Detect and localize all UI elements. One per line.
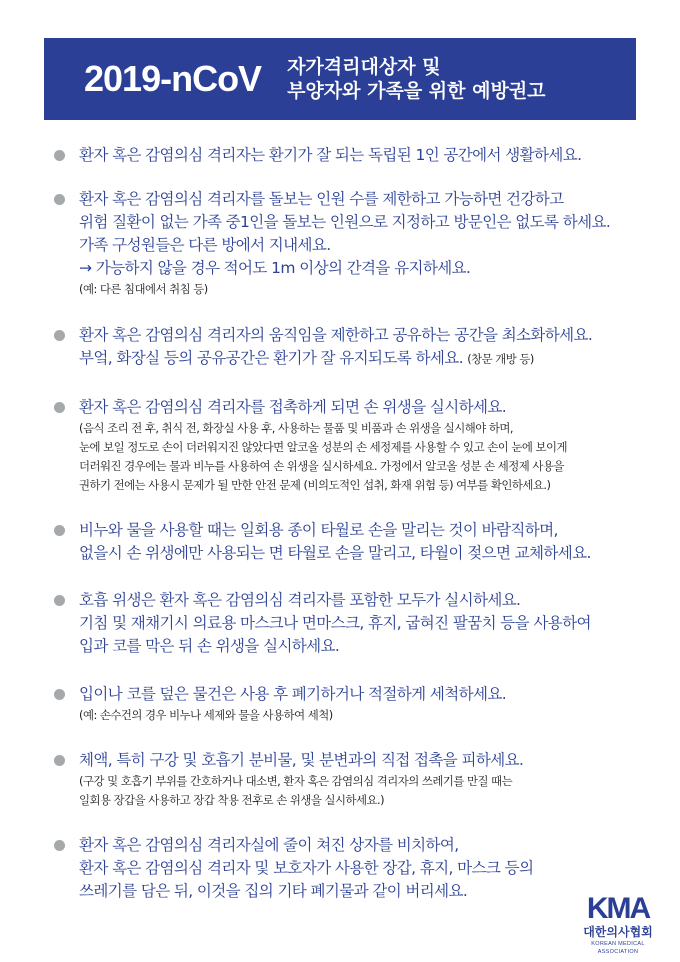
bullet-icon (54, 755, 65, 766)
item-text: 위험 질환이 없는 가족 중1인을 돌보는 인원으로 지정하고 방문인은 없도록 하세요. (79, 213, 611, 231)
list-item (54, 519, 654, 565)
item-text: 쓰레기를 담은 뒤, 이것을 집의 기타 폐기물과 같이 버리세요. (79, 882, 468, 900)
recommendation-list (54, 144, 654, 903)
item-note: (음식 조리 전 후, 취식 전, 화장실 사용 후, 사용하는 물품 및 비품과 손 위생을 실시해야 하며, (79, 421, 513, 435)
kma-name-english: KOREAN MEDICAL ASSOCIATION (591, 941, 645, 955)
title-banner (44, 38, 636, 120)
item-text: 환자 혹은 감염의심 격리자실에 줄이 쳐진 상자를 비치하여, (79, 836, 459, 854)
list-item (54, 144, 654, 167)
disease-code-title: 2019-nCoV (84, 58, 262, 99)
bullet-icon (54, 525, 65, 536)
banner-subtitle (287, 55, 545, 103)
list-item (54, 589, 654, 658)
item-text: 비누와 물을 사용할 때는 일회용 종이 타월로 손을 말리는 것이 바람직하며, (79, 521, 558, 539)
item-text: 없을시 손 위생에만 사용되는 면 타월로 손을 말리고, 타월이 젖으면 교체하세요. (79, 544, 591, 562)
list-item (54, 396, 654, 495)
item-text (79, 347, 654, 371)
item-inline-note: (창문 개방 등) (467, 352, 534, 366)
item-text: 환자 혹은 감염의심 격리자는 환기가 잘 되는 독립된 1인 공간에서 생활하세요. (79, 146, 582, 164)
item-text: 호흡 위생은 환자 혹은 감염의심 격리자를 포함한 모두가 실시하세요. (79, 591, 521, 609)
item-note: 더러워진 경우에는 물과 비누를 사용하여 손 위생을 실시하세요. 가정에서 알코올 성분 손 세정제 사용을 (79, 459, 564, 473)
bullet-icon (54, 689, 65, 700)
item-text: 기침 및 재채기시 의료용 마스크나 면마스크, 휴지, 굽혀진 팔꿈치 등을 사용하여 (79, 614, 591, 632)
item-note: 일회용 장갑을 사용하고 장갑 착용 전후로 손 위생을 실시하세요.) (79, 793, 385, 807)
item-note: 권하기 전에는 사용시 문제가 될 만한 안전 문제 (비의도적인 섭취, 화재 위험 등) 여부를 확인하세요.) (79, 478, 551, 492)
item-text: 입이나 코를 덮은 물건은 사용 후 폐기하거나 적절하게 세척하세요. (79, 685, 507, 703)
list-item (54, 683, 654, 725)
list-item (54, 834, 654, 903)
item-text: 가족 구성원들은 다른 방에서 지내세요. (79, 236, 331, 254)
list-item (54, 749, 654, 810)
kma-name-korean: 대한의사협회 (583, 925, 653, 939)
item-note: (예: 손수건의 경우 비누나 세제와 물을 사용하여 세척) (79, 708, 333, 722)
item-text-part: 부엌, 화장실 등의 공유공간은 환기가 잘 유지되도록 하세요. (79, 349, 463, 367)
bullet-icon (54, 150, 65, 161)
item-note: (구강 및 호흡기 부위를 간호하거나 대소변, 환자 혹은 감염의심 격리자의 쓰레기를 만질 때는 (79, 774, 513, 788)
item-text: 환자 혹은 감염의심 격리자를 돌보는 인원 수를 제한하고 가능하면 건강하고 (79, 190, 564, 208)
item-note: 눈에 보일 정도로 손이 더러워지진 않았다면 알코올 성분의 손 세정제를 사용할 수 있고 손이 눈에 보이게 (79, 440, 567, 454)
item-note: (예: 다른 침대에서 취침 등) (79, 282, 208, 296)
item-text: 입과 코를 막은 뒤 손 위생을 실시하세요. (79, 637, 340, 655)
list-item (54, 324, 654, 371)
item-text: 환자 혹은 감염의심 격리자의 움직임을 제한하고 공유하는 공간을 최소화하세요. (79, 326, 593, 344)
subtitle-line-2: 부양자와 가족을 위한 예방권고 (287, 80, 546, 102)
item-text: → 가능하지 않을 경우 적어도 1m 이상의 간격을 유지하세요. (79, 259, 471, 277)
kma-logo (572, 893, 664, 953)
item-text: 환자 혹은 감염의심 격리자 및 보호자가 사용한 장갑, 휴지, 마스크 등의 (79, 859, 534, 877)
bullet-icon (54, 194, 65, 205)
bullet-icon (54, 402, 65, 413)
item-text: 환자 혹은 감염의심 격리자를 접촉하게 되면 손 위생을 실시하세요. (79, 398, 507, 416)
bullet-icon (54, 840, 65, 851)
kma-logo-mark: KMA (586, 892, 650, 925)
bullet-icon (54, 595, 65, 606)
bullet-icon (54, 330, 65, 341)
list-item (54, 188, 654, 299)
subtitle-line-1: 자가격리대상자 및 (287, 56, 441, 78)
item-text: 체액, 특히 구강 및 호흡기 분비물, 및 분변과의 직접 접촉을 피하세요. (79, 751, 524, 769)
